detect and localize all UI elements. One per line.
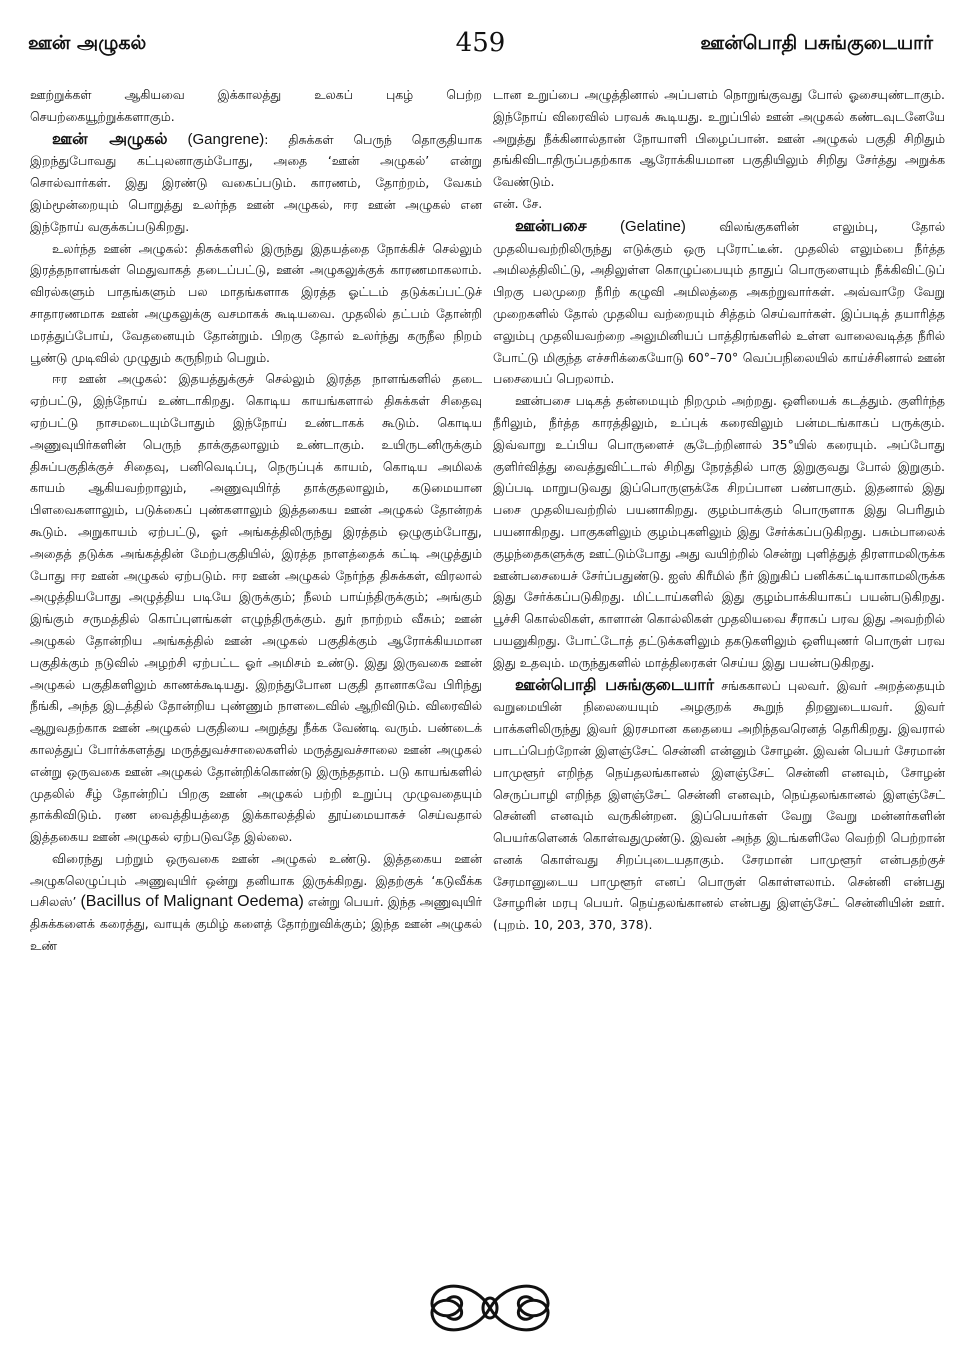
paragraph-text: என்று பெயர். இந்த அணுவுயிர் திசுக்களைக் கரைத்து, வாயுக் குமிழ் களைத் தோற்றுவிக்கும்; இந்த ஊன் அழுகல் உண்: [30, 894, 482, 954]
floral-ornament-icon: [415, 1272, 565, 1344]
running-head-left: ஊன் அழுகல்: [28, 32, 147, 54]
entry-title: ஊன் அழுகல்: [52, 128, 168, 148]
paragraph: ஊற்றுக்கள் ஆகியவை இக்காலத்து உலகப் புகழ் பெற்ற செயற்கையூற்றுக்களாகும்.: [30, 87, 482, 124]
paragraph: ஊன்பசை படிகத் தன்மையும் நிறமும் அற்றது. ஒளியைக் கடத்தும். குளிர்ந்த நீரிலும், நீர்த்த காரத்திலும், உப்புக் கரைவிலும் பன்மடங்காகப் பருக்கும். இவ்வாறு உப்பிய பொருளைச் சூடேற்றினால் 35°யில் கரையும். அப்போது குளிர்வித்து வைத்துவிட்டால் சிறிது நேரத்தில் பாகு இறுகுவது போல் இறுகும். இப்படி மாறுபடுவது இப்பொருளுக்கே சிறப்பான பண்பாகும். இதனால் இது பசை முதலியவற்றில் பயனாகிறது. குழம்பாக்கும் பொருளாக இது பெரிதும் பயனாகிறது. பாகுகளிலும் குழம்புகளிலும் இது சேர்க்கப்படுகிறது. பசும்பாலைக் குழந்தைகளுக்கு ஊட்டும்போது அது வயிற்றில் சென்று புளித்துத் திரளாமலிருக்க ஊன்பசையைச் சேர்ப்பதுண்டு. ஐஸ் கிரீமில் நீர் இறுகிப் பனிக்கட்டியாகாமலிருக்க இது சேர்க்கப்படுகிறது. மிட்டாய்களில் இது குழம்பாக்கியாகப் பயன்படுகிறது. பூச்சி கொல்லிகள், காளான் கொல்லிகள் முதலியவை சீராகப் பரவ இது அவற்றில் பயனுகிறது. போட்டோத் தட்டுக்களிலும் தகடுகளிலும் ஒளியுணர் பொருள் பரவ இது உதவும். மருந்துகளில் மாத்திரைகள் செய்ய இது பயன்படுகிறது.: [493, 393, 945, 670]
entry-title: ஊன்பொதி பசுங்குடையார்: [515, 674, 715, 694]
paragraph: [30, 848, 482, 957]
paragraph: டான உறுப்பை அழுத்தினால் அப்பளம் நொறுங்குவது போல் ஓசையுண்டாகும். இந்நோய் விரைவில் பரவக் கூடியது. உறுப்பில் ஊன் அழுகல் கண்டவுடனேயே அறுத்து நீக்கினால்தான் நோயாளி பிழைப்பான். ஊன் அழுகல் பகுதி சிறிதும் தங்கிவிடாதிருப்பதற்காக ஆரோக்கியமான பகுதியிலும் சிறிது சேர்த்து அறுக்க வேண்டும்.: [493, 87, 945, 190]
left-column: [30, 84, 482, 957]
paragraph: ஈர ஊன் அழுகல்: இதயத்துக்குச் செல்லும் இரத்த நாளங்களில் தடை ஏற்பட்டு, இந்நோய் உண்டாகிறது. கொடிய காயங்களால் திசுக்கள் சிதைவு ஏற்பட்டு நாசமடையும்போதும் இந்நோய் உண்டாகக் கூடும். கொடிய அணுவுயிர்களின் பெருந் தாக்குதலாலும் உண்டாகும். உயிருடனிருக்கும் திசுப்பகுதிக்குச் சிதைவு, பனிவெடிப்பு, நெருப்புக் காயம், கொடிய அமிலக் காயம் ஆகியவற்றாலும், அணுவுயிர்த் தாக்குதலாலும், கடுமையான பிளவைகளாலும், படுக்கைப் புண்களாலும் இத்தகைய ஊன் அழுகல் தோன்றக் கூடும். அறுகாயம் ஏற்பட்டு, ஓர் அங்கத்திலிருந்து இரத்தம் ஒழுகும்போது, அதைத் தடுக்க அங்கத்தின் மேற்பகுதியில், இரத்த நாளத்தைக் கட்டி அழுத்தும் போது ஈர ஊன் அழுகல் ஏற்படும். ஈர ஊன் அழுகல் நேர்ந்த திசுக்கள், விரலால் அழுத்தியபோது அழுத்திய படியே இருக்கும்; நீலம் பாய்ந்திருக்கும்; அங்கும் இங்கும் சருமத்தில் கொப்புளங்கள் எழுந்திருக்கும். துர் நாற்றம் வீசும்; ஊன் அழுகல் தோன்றிய அங்கத்தில் ஊன் அழுகல் பகுதிக்கும் ஆரோக்கியமான பகுதிக்கும் நடுவில் அழற்சி ஏற்பட்ட ஓர் அமிசம் உண்டு. இது இருவகை ஊன் அழுகல் பகுதிகளிலும் காணக்கூடியது. இறந்துபோன பகுதி தானாகவே பிரிந்து நீங்கி, அந்த இடத்தில் தோன்றிய புண்ணும் நாளடைவில் ஆறிவிடும். விரைவில் ஆறுவதற்காக ஊன் அழுகல் பகுதியை அறுத்து நீக்க வேண்டி வரும். பண்டைக் காலத்துப் போர்க்களத்து மருத்துவச்சாலைகளில் மருத்துவச்சாலை ஊன் அழுகல் என்று ஒருவகை ஊன் அழுகல் தோன்றிக்கொண்டு இருந்ததாம். படு காயங்களில் முதலில் சீழ் தோன்றிப் பிறகு ஊன் அழுகல் பற்றி உறுப்பு முழுவதையும் தாக்கிவிடும். ரண வைத்தியத்தை இக்காலத்தில் தூய்மையாகச் செய்வதால் இத்தகைய ஊன் அழுகல் ஏற்படுவதே இல்லை.: [30, 371, 482, 845]
right-column: [493, 84, 945, 936]
running-head-right: ஊன்பொதி பசுங்குடையார்: [700, 32, 933, 54]
page-number: 459: [455, 28, 506, 58]
entry-text: விலங்குகளின் எலும்பு, தோல் முதலியவற்றிலிருந்து எடுக்கும் ஒரு புரோட்டீன். முதலில் எலும்பை நீர்த்த அமிலத்திலிட்டு, அதிலுள்ள கொழுப்பையும் தாதுப் பொருளையும் நீக்கிவிட்டுப் பிறகு பலமுறை நீரிற் கழுவி அமிலத்தை அகற்றுவார்கள். அவ்வாறே வேறு முறைகளில் தோல் முதலிய வற்றையும் சித்தம் செய்வார்கள். இப்படித் தயாரித்த எலும்பு முதலியவற்றை அலுமினியப் பாத்திரங்களில் உள்ள வாலைவடித்த நீரில் போட்டு மிகுந்த எச்சரிக்கையோடு 60°–70° வெப்பநிலையில் காய்ச்சினால் ஊன் பசையைப் பெறலாம்.: [493, 218, 945, 387]
entry-text: சங்ககாலப் புலவர். இவர் அறத்தையும் வறுமையின் நிலையையும் அழகுறக் கூறுந் திறனுடையவர். இவர் பாக்களிலிருந்து இவர் இரசமான கதையை அறிந்தவரெனத் தெரிகிறது. இவரால் பாடப்பெற்றோன் இளஞ்சேட் சென்னி என்னும் சோழன். இவன் பெயர் சேரமான் பாமுளூர் எறிந்த நெய்தலங்கானல் இளஞ்சேட் சென்னி எனவும், சோழன் செருப்பாழி எறிந்த இளஞ்சேட் சென்னி எனவும், நெய்தலங்கானல் இளஞ்சேட் சென்னி எனவும் வருகின்றன. இப்பெயர்கள் வேறு வேறு மன்னர்களின் பெயர்களெனக் கொள்வதுமுண்டு. இவன் அந்த இடங்களிலே வெற்றி பெற்றான் எனக் கொள்வது சிறப்புடையதாகும். சேரமான் பாமுளூர் என்பதற்குச் சேரமானுடைய பாமுளூர் எனப் பொருள் கொள்ளலாம். சென்னி என்பது சோழரின் மரபு பெயர். நெய்தலங்கானல் என்பது இளஞ்சேட் சென்னியின் ஊர். (புறம். 10, 203, 370, 378).: [493, 677, 945, 933]
entry-gelatine: [493, 215, 945, 390]
entry-poet: [493, 674, 945, 937]
entry-title: ஊன்பசை: [515, 215, 587, 235]
author-initials: என். சே.: [493, 195, 543, 211]
entry-text: : திசுக்கள் பெருந் தொகுதியாக இறந்துபோவது கட்புலனாகும்போது, அதை ‘ஊன் அழுகல்’ என்று சொல்வார்கள். இது இரண்டு வகைப்படும். காரணம், தோற்றம், வேகம் இம்மூன்றையும் பொறுத்து உலர்ந்த ஊன் அழுகல், ஈர ஊன் அழுகல் என இந்நோய் வகுக்கப்படுகிறது.: [30, 131, 482, 234]
entry-latin: (Gelatine): [619, 217, 686, 235]
entry-gangrene: [30, 128, 482, 238]
latin-term: (Bacillus of Malignant Oedema): [80, 893, 304, 911]
entry-latin: (Gangrene): [187, 130, 265, 148]
paragraph: உலர்ந்த ஊன் அழுகல்: திசுக்களில் இருந்து இதயத்தை நோக்கிச் செல்லும் இரத்தநாளங்கள் மெதுவாகத் தடைப்பட்டு, ஊன் அழுகலுக்குக் காரணமாகலாம். விரல்களும் பாதங்களும் பல மாதங்களாக இரத்த ஓட்டம் தடுக்கப்பட்டுச் சாதாரணமாக ஊன் அழுகலுக்கு வசமாகக் கூடியவை. முதலில் தட்பம் தோன்றி மரத்துப்போய், வேதனையும் தோன்றும். பிறகு தோல் உலர்ந்து கருநீல நிறம் பூண்டு முடிவில் முழுதும் கருநிறம் பெறும்.: [30, 240, 482, 365]
page-header: [28, 28, 933, 62]
paragraph-text: விரைந்து பற்றும் ஒருவகை ஊன் அழுகல் உண்டு. இத்தகைய ஊன் அழுகலெழுப்பும் அணுவுயிர் ஒன்று தனியாக இருக்கிறது. இதற்குக் ‘கடுவீக்க பசிலஸ்’: [30, 850, 482, 910]
